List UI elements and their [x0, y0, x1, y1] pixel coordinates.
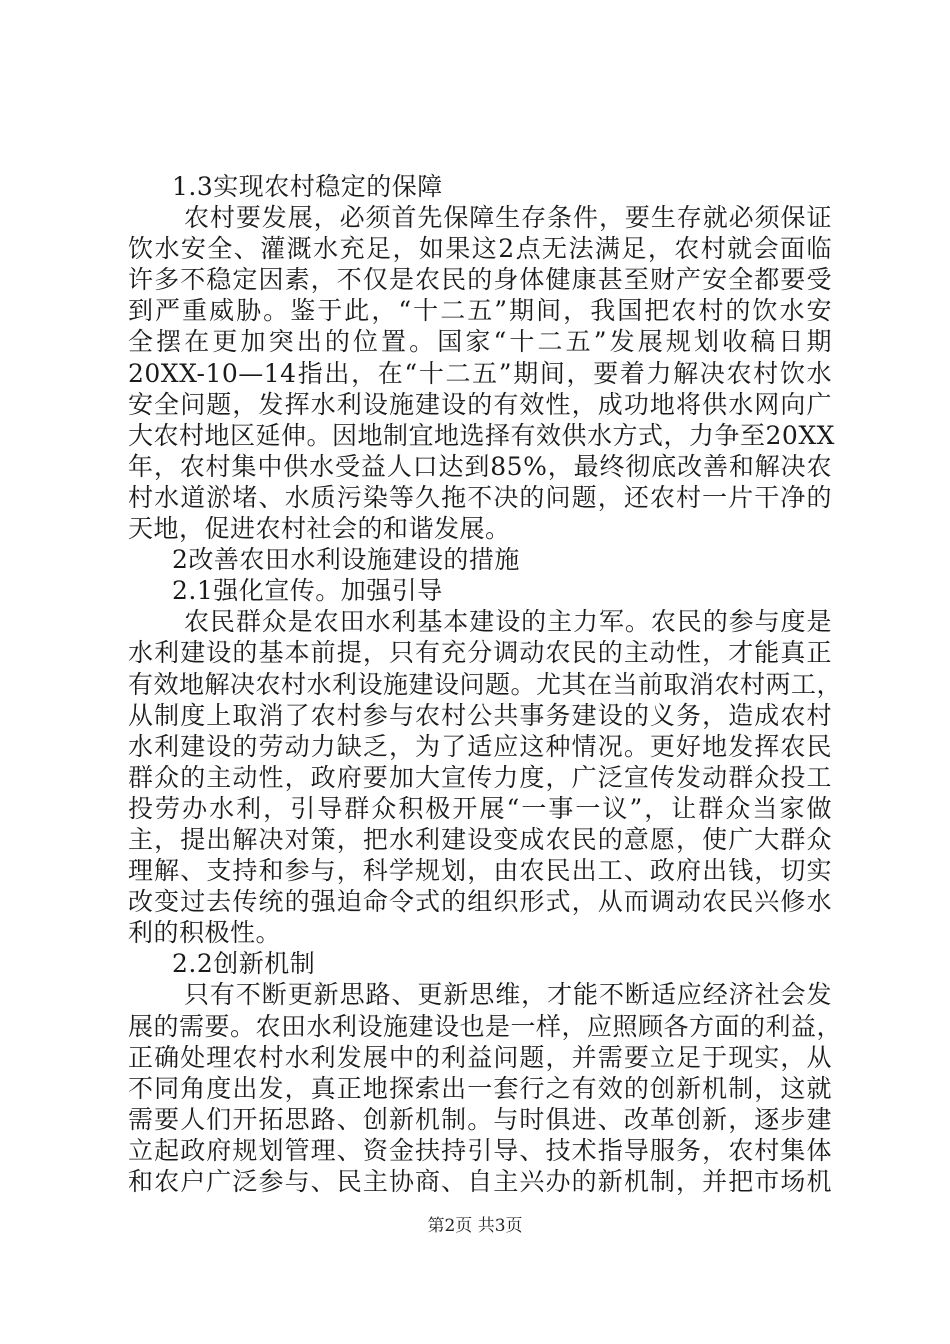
paragraph-line: 需要人们开拓思路、创新机制。与时俱进、改革创新，逐步建 [128, 1104, 832, 1134]
paragraph-line: 20XX-10—14指出，在“十二五”期间，要着力解决农村饮水 [128, 358, 832, 388]
page-number-footer: 第2页 共3页 [427, 1216, 523, 1236]
section-heading-2-1: 2.1强化宣传。加强引导 [172, 576, 443, 606]
paragraph-line: 全摆在更加突出的位置。国家“十二五”发展规划收稿日期 [128, 327, 832, 357]
section-heading-2: 2改善农田水利设施建设的措施 [172, 545, 520, 575]
document-body [128, 171, 843, 1197]
paragraph-line: 大农村地区延伸。因地制宜地选择有效供水方式，力争至20XX [128, 420, 835, 450]
paragraph-line: 饮水安全、灌溉水充足，如果这2点无法满足，农村就会面临 [128, 234, 832, 264]
paragraph-line: 水利建设的基本前提，只有充分调动农民的主动性，才能真正 [128, 638, 832, 668]
paragraph-line: 到严重威胁。鉴于此，“十二五”期间，我国把农村的饮水安 [128, 296, 832, 326]
paragraph-line: 天地，促进农村社会的和谐发展。 [128, 514, 511, 544]
paragraph-line: 利的积极性。 [128, 918, 282, 948]
paragraph-line: 投劳办水利，引导群众积极开展“一事一议”，让群众当家做 [128, 793, 832, 823]
paragraph-line: 和农户广泛参与、民主协商、自主兴办的新机制，并把市场机 [128, 1167, 832, 1196]
section-heading-1-3: 1.3实现农村稳定的保障 [172, 172, 443, 201]
paragraph-line: 许多不稳定因素，不仅是农民的身体健康甚至财产安全都要受 [128, 265, 832, 295]
paragraph-line: 村水道淤堵、水质污染等久拖不决的问题，还农村一片干净的 [128, 482, 832, 512]
paragraph-line: 年，农村集中供水受益人口达到85%，最终彻底改善和解决农 [128, 451, 832, 481]
paragraph-line: 展的需要。农田水利设施建设也是一样，应照顾各方面的利益， [128, 1011, 843, 1041]
paragraph-line: 群众的主动性，政府要加大宣传力度，广泛宣传发动群众投工 [128, 762, 832, 792]
paragraph-line: 安全问题，发挥水利设施建设的有效性，成功地将供水网向广 [128, 389, 832, 419]
paragraph-line: 农村要发展，必须首先保障生存条件，要生存就必须保证 [184, 203, 832, 233]
paragraph-line: 水利建设的劳动力缺乏，为了适应这种情况。更好地发挥农民 [128, 731, 832, 761]
paragraph-line: 立起政府规划管理、资金扶持引导、技术指导服务，农村集体 [128, 1135, 832, 1165]
paragraph-line: 只有不断更新思路、更新思维，才能不断适应经济社会发 [184, 980, 832, 1010]
paragraph-line: 农民群众是农田水利基本建设的主力军。农民的参与度是 [184, 607, 832, 637]
section-heading-2-2: 2.2创新机制 [172, 949, 316, 979]
paragraph-line: 理解、支持和参与，科学规划，由农民出工、政府出钱，切实 [128, 856, 832, 886]
paragraph-line: 改变过去传统的强迫命令式的组织形式，从而调动农民兴修水 [128, 887, 832, 917]
paragraph-line: 不同角度出发，真正地探索出一套行之有效的创新机制，这就 [128, 1073, 832, 1103]
paragraph-line: 正确处理农村水利发展中的利益问题，并需要立足于现实，从 [128, 1042, 832, 1072]
paragraph-line: 有效地解决农村水利设施建设问题。尤其在当前取消农村两工， [128, 669, 843, 699]
paragraph-line: 从制度上取消了农村参与农村公共事务建设的义务，造成农村 [128, 700, 832, 730]
paragraph-line: 主，提出解决对策，把水利建设变成农民的意愿，使广大群众 [128, 824, 832, 854]
